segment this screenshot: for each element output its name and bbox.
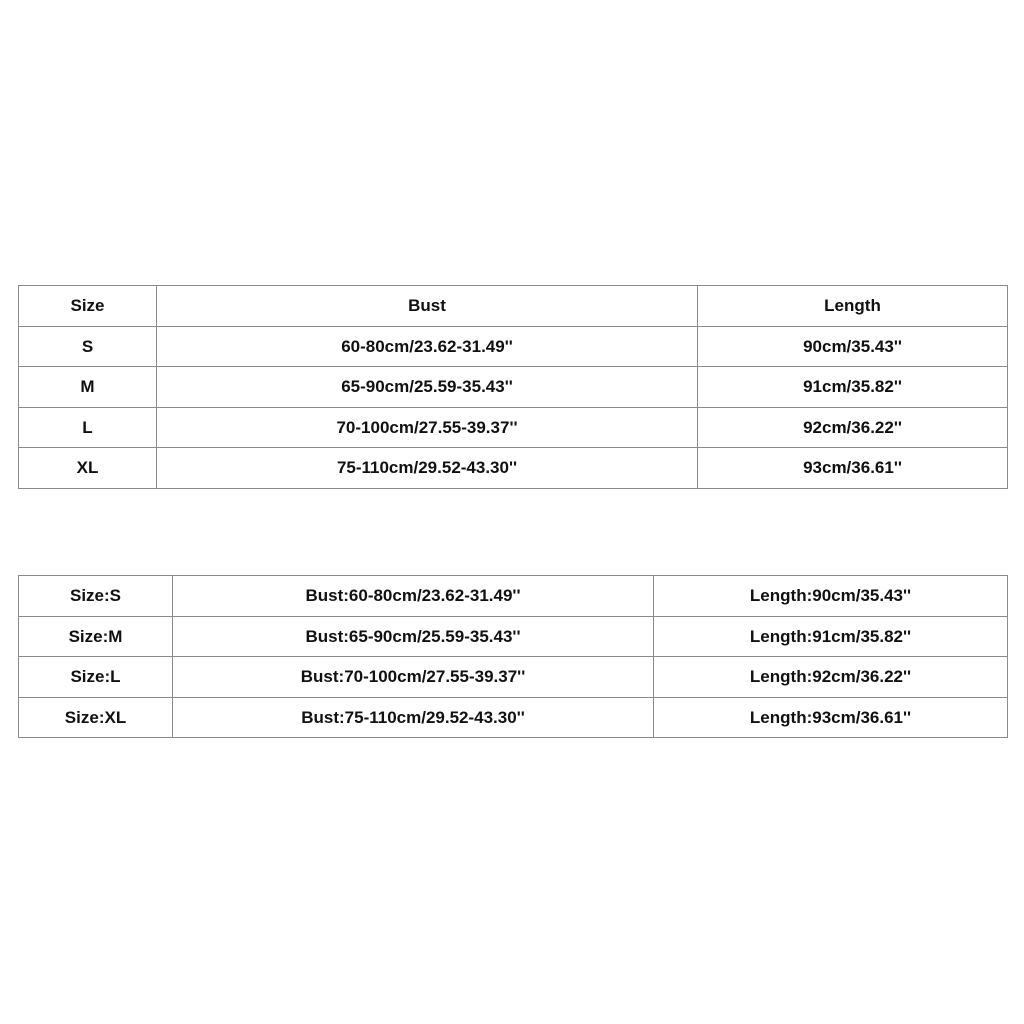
size-chart-table-labeled [18, 575, 1008, 738]
length-cell: 93cm/36.61'' [698, 448, 1008, 489]
size-chart-table-columns [18, 285, 1008, 489]
bust-cell: Bust:65-90cm/25.59-35.43'' [173, 616, 654, 657]
bust-cell: 65-90cm/25.59-35.43'' [157, 367, 698, 408]
length-cell: Length:93cm/36.61'' [654, 697, 1008, 738]
size-cell: Size:XL [19, 697, 173, 738]
bust-cell: 60-80cm/23.62-31.49'' [157, 326, 698, 367]
size-cell: M [19, 367, 157, 408]
size-cell: Size:L [19, 657, 173, 698]
size-cell: L [19, 407, 157, 448]
length-cell: 90cm/35.43'' [698, 326, 1008, 367]
table-row [19, 616, 1008, 657]
bust-cell: Bust:75-110cm/29.52-43.30'' [173, 697, 654, 738]
header-size: Size [19, 286, 157, 327]
size-cell: XL [19, 448, 157, 489]
length-cell: Length:90cm/35.43'' [654, 576, 1008, 617]
length-cell: 92cm/36.22'' [698, 407, 1008, 448]
length-cell: 91cm/35.82'' [698, 367, 1008, 408]
size-cell: S [19, 326, 157, 367]
bust-cell: Bust:60-80cm/23.62-31.49'' [173, 576, 654, 617]
table-row [19, 697, 1008, 738]
size-cell: Size:M [19, 616, 173, 657]
header-bust: Bust [157, 286, 698, 327]
bust-cell: 70-100cm/27.55-39.37'' [157, 407, 698, 448]
table-row [19, 576, 1008, 617]
header-length: Length [698, 286, 1008, 327]
table-row [19, 326, 1008, 367]
length-cell: Length:91cm/35.82'' [654, 616, 1008, 657]
size-cell: Size:S [19, 576, 173, 617]
table-row [19, 448, 1008, 489]
table-row [19, 407, 1008, 448]
bust-cell: Bust:70-100cm/27.55-39.37'' [173, 657, 654, 698]
table-row [19, 657, 1008, 698]
table-row [19, 367, 1008, 408]
table-header-row [19, 286, 1008, 327]
length-cell: Length:92cm/36.22'' [654, 657, 1008, 698]
bust-cell: 75-110cm/29.52-43.30'' [157, 448, 698, 489]
